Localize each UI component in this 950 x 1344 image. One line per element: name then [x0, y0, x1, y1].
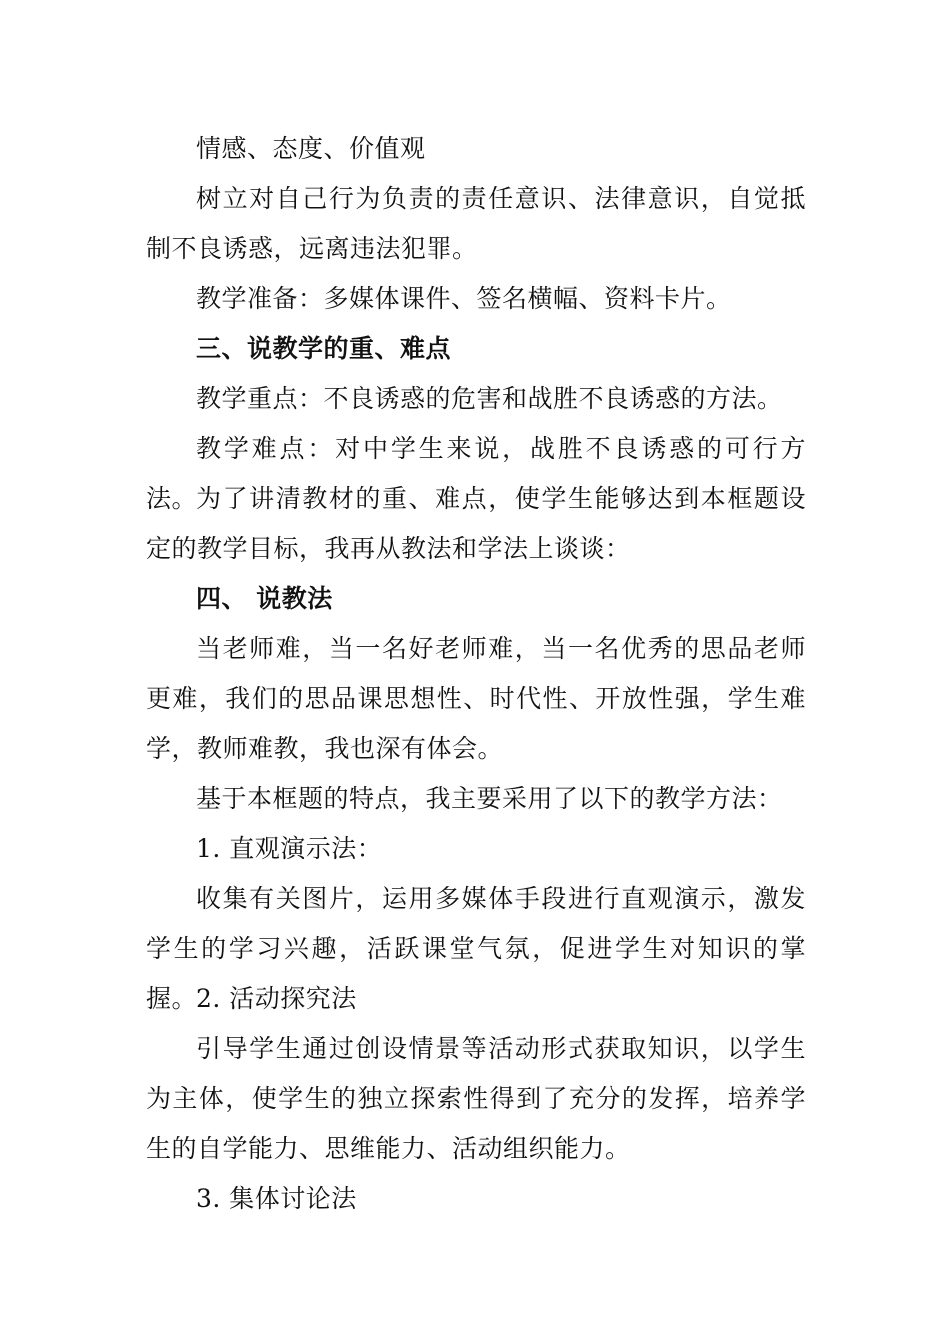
paragraph-methods-intro: 基于本框题的特点，我主要采用了以下的教学方法：: [196, 784, 783, 813]
section-heading-key-points: 三、说教学的重、难点: [196, 334, 452, 363]
paragraph-transition: 为了讲清教材的重、难点，使学生能够达到本框题设定的教学目标，我再从教法和学法上谈谈：: [146, 484, 806, 563]
paragraph-values-body: 树立对自己行为负责的责任意识、法律意识，自觉抵制不良诱惑，远离违法犯罪。: [146, 184, 806, 263]
paragraph-difficult-point: 教学难点：对中学生来说，战胜不良诱惑的可行方法。: [146, 434, 806, 513]
list-item-body-1: 收集有关图片，运用多媒体手段进行直观演示，激发学生的学习兴趣，活跃课堂气氛，促进学生对知识的掌握。: [146, 884, 806, 1013]
paragraph-values-heading: 情感、态度、价值观: [196, 134, 426, 163]
list-item-heading-2: 2. 活动探究法: [196, 984, 357, 1013]
paragraph-teaching-preparation: 教学准备：多媒体课件、签名横幅、资料卡片。: [196, 284, 732, 313]
list-item-body-2: 引导学生通过创设情景等活动形式获取知识，以学生为主体，使学生的独立探索性得到了充分的发挥，培养学生的自学能力、思维能力、活动组织能力。: [146, 1034, 806, 1163]
section-heading-teaching-methods: 四、 说教法: [196, 584, 333, 613]
paragraph-teacher-reflection: 当老师难，当一名好老师难，当一名优秀的思品老师更难，我们的思品课思想性、时代性、开放性强，学生难学，教师难教，我也深有体会。: [146, 634, 806, 763]
paragraph-key-point: 教学重点：不良诱惑的危害和战胜不良诱惑的方法。: [196, 384, 783, 413]
list-item-heading-3: 3. 集体讨论法: [196, 1184, 357, 1213]
list-item-heading-1: 1. 直观演示法：: [196, 834, 383, 863]
